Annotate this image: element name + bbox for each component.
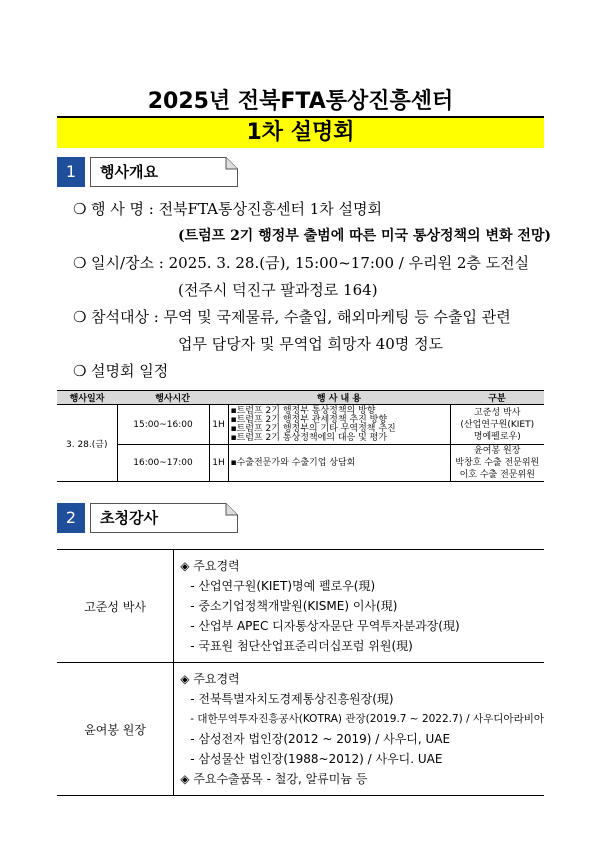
bullet-icon: ❍	[73, 308, 87, 326]
section-1-tab	[90, 157, 238, 187]
event-subtitle: (트럼프 2기 행정부 출범에 따른 미국 통상정책의 변화 전망)	[178, 228, 552, 244]
instructor-name: 고준성 박사	[57, 550, 174, 663]
schedule-content	[228, 445, 450, 482]
section-1-label: 행사개요	[100, 163, 158, 181]
instructor-table	[57, 549, 544, 796]
schedule-date: 3. 28.(금)	[57, 405, 117, 482]
speaker-line: 이호 수출 전문위원	[459, 470, 535, 480]
header-time: 행사시간	[117, 391, 228, 405]
title-line-1: 2025년 전북FTA통상진흥센터	[147, 89, 454, 114]
content-item: ▪트럼프 2기 행정부 통상정책의 방향	[230, 405, 376, 416]
career-item: - 중소기업정책개발원(KISME) 이사(現)	[190, 599, 398, 613]
content-item: ▪트럼프 2기 행정부의 기타 무역정책 추진	[230, 423, 396, 434]
instructor-career	[174, 663, 544, 796]
header-date: 행사일자	[57, 391, 117, 405]
schedule-duration: 1H	[209, 445, 228, 482]
schedule-duration: 1H	[209, 405, 228, 445]
document-title	[57, 88, 544, 148]
title-line-2: 1차 설명회	[57, 116, 544, 148]
schedule-time: 15:00~16:00	[117, 405, 209, 445]
table-row	[57, 445, 544, 482]
schedule-speaker	[450, 405, 544, 445]
content-item: ▪트럼프 2기 행정부 관세정책 추진 방향	[230, 414, 388, 425]
schedule-content	[228, 405, 450, 445]
section-1-number: 1	[57, 157, 85, 187]
instructor-name: 윤여봉 원장	[57, 663, 174, 796]
career-heading: ◈ 주요수출품목 - 철강, 알류미늄 등	[180, 772, 368, 786]
section-2-label: 초청강사	[100, 509, 158, 527]
schedule-label: 설명회 일정	[91, 362, 169, 380]
instructor-career	[174, 550, 544, 663]
event-name: 행 사 명 : 전북FTA통상진흥센터 1차 설명회	[91, 200, 382, 218]
schedule-time: 16:00~17:00	[117, 445, 209, 482]
career-item: - 산업연구원(KIET)명예 펠로우(現)	[190, 579, 376, 593]
bullet-icon: ❍	[73, 200, 87, 218]
datetime-line	[73, 252, 529, 273]
speaker-line: (산업연구원(KIET)	[460, 419, 535, 430]
target-line	[73, 306, 511, 327]
career-item: - 삼성전자 법인장(2012 ~ 2019) / 사우디, UAE	[190, 732, 451, 746]
content-item: ▪트럼프 2기 통상정책에의 대응 및 평가	[230, 432, 388, 443]
target: 참석대상 : 무역 및 국제물류, 수출입, 해외마케팅 등 수출입 관련	[91, 308, 511, 326]
career-item: - 삼성물산 법인장(1988~2012) / 사우디. UAE	[190, 752, 443, 766]
header-content: 행 사 내 용	[228, 391, 450, 405]
table-row	[57, 663, 544, 796]
target-detail: 업무 담당자 및 무역업 희망자 40명 정도	[178, 335, 444, 353]
schedule-label-line	[73, 360, 168, 381]
speaker-line: 박창호 수출 전문위원	[455, 458, 540, 468]
section-2-number: 2	[57, 503, 85, 533]
schedule-table	[57, 390, 544, 482]
table-row	[57, 550, 544, 663]
career-heading: ◈ 주요경력	[180, 672, 240, 686]
bullet-icon: ❍	[73, 254, 87, 272]
career-item: - 산업부 APEC 디자통상자문단 무역투자분과장(現)	[190, 619, 460, 633]
bullet-icon: ❍	[73, 362, 87, 380]
table-row	[57, 405, 544, 445]
career-item: - 대한무역투자진흥공사(KOTRA) 관장(2019.7 ~ 2022.7) / 사우디아라비아	[190, 713, 544, 725]
datetime: 일시/장소 : 2025. 3. 28.(금), 15:00~17:00 / 우리원 2층 도전실	[91, 254, 530, 272]
schedule-speaker	[450, 445, 544, 482]
speaker-line: 고준성 박사	[474, 407, 521, 418]
career-item: - 국표원 첨단산업표준리더십포럼 위원(現)	[190, 639, 413, 653]
schedule-header-row	[57, 391, 544, 405]
place-address: (전주시 덕진구 팔과정로 164)	[178, 281, 378, 299]
content-item: ▪수출전문가와 수출기업 상담회	[230, 457, 356, 468]
speaker-line: 명예펠로우)	[473, 431, 521, 442]
header-category: 구분	[450, 391, 544, 405]
section-2-tab	[90, 503, 238, 533]
speaker-line: 윤여봉 원장	[474, 446, 521, 456]
career-item: - 전북특별자치도경제통상진흥원장(現)	[190, 692, 394, 706]
event-name-line	[73, 198, 382, 219]
career-heading: ◈ 주요경력	[180, 559, 240, 573]
